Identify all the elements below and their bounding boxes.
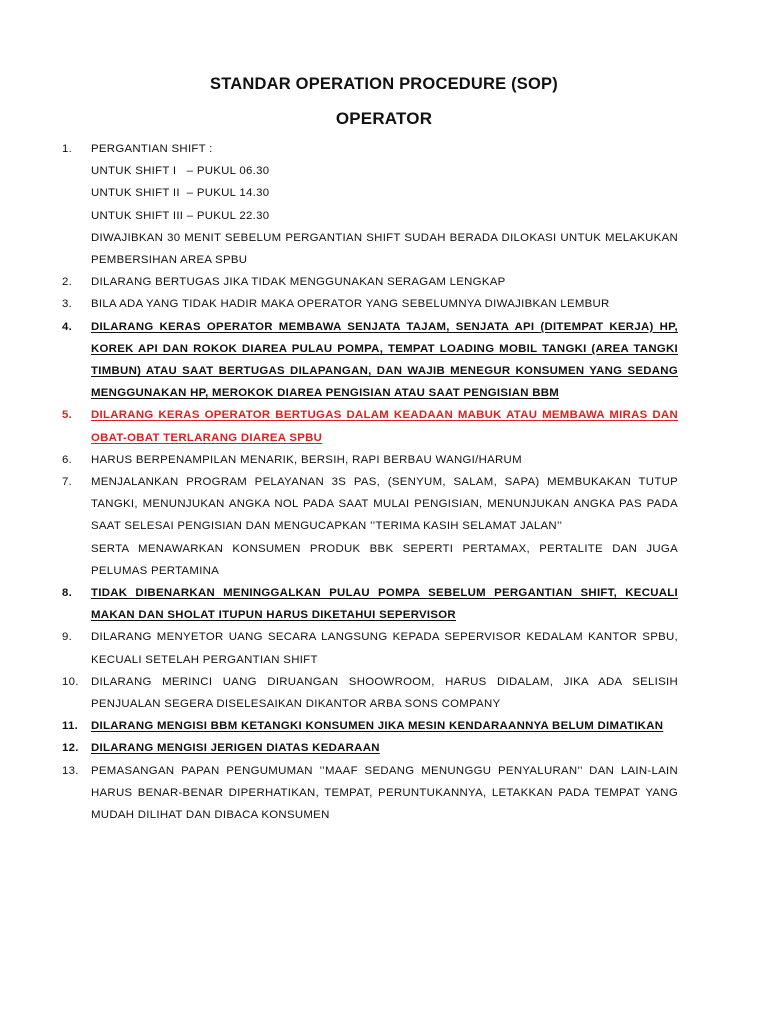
list-item-8 [0, 582, 768, 626]
item-number: 7. [62, 476, 73, 489]
item-number: 2. [62, 276, 73, 289]
item-text: DILARANG MENGISI JERIGEN DIATAS KEDARAAN [91, 742, 380, 755]
list-item-6 [0, 449, 768, 471]
item-number: 8. [62, 587, 73, 600]
item-text: TIDAK DIBENARKAN MENINGGALKAN PULAU POMPA SEBELUM PERGANTIAN SHIFT, KECUALI MAKAN DAN SHOLAT ITUPUN HARUS DIKETAHUI SEPERVISOR [91, 587, 678, 622]
item-text: PEMASANGAN PAPAN PENGUMUMAN ’’MAAF SEDANG MENUNGGU PENYALURAN’’ DAN LAIN-LAIN HARUS BENAR-BENAR DIPERHATIKAN, TEMPAT, PERUNTUKANNYA, LETAKKAN PADA TEMPAT YANG MUDAH DILIHAT DAN DIBACA KONSUMEN [91, 764, 678, 822]
list-item-9 [0, 626, 768, 670]
item-text: DILARANG MERINCI UANG DIRUANGAN SHOOWROOM, HARUS DIDALAM, JIKA ADA SELISIH PENJUALAN SEGERA DISELESAIKAN DIKANTOR ARBA SONS COMPANY [91, 675, 678, 711]
item-extra-text: SERTA MENAWARKAN KONSUMEN PRODUK BBK SEPERTI PERTAMAX, PERTALITE DAN JUGA PELUMAS PERTAMINA [91, 542, 678, 577]
item-text: BILA ADA YANG TIDAK HADIR MAKA OPERATOR YANG SEBELUMNYA DIWAJIBKAN LEMBUR [91, 298, 610, 311]
list-item-13 [0, 760, 768, 827]
item-text: DILARANG BERTUGAS JIKA TIDAK MENGGUNAKAN SERAGAM LENGKAP [91, 276, 506, 289]
item-number: 13. [62, 764, 79, 777]
item-number: 3. [62, 298, 73, 311]
document-title: STANDAR OPERATION PROCEDURE (SOP) [210, 75, 558, 93]
item-text: HARUS BERPENAMPILAN MENARIK, BERSIH, RAPI BERBAU WANGI/HARUM [91, 453, 522, 466]
list-item-12 [0, 737, 768, 759]
item-number: 1. [62, 143, 73, 155]
item-text: DILARANG KERAS OPERATOR MEMBAWA SENJATA TAJAM, SENJATA API (DITEMPAT KERJA) HP, KOREK API DAN ROKOK DIAREA PULAU POMPA, TEMPAT LOADING MOBIL TANGKI (AREA TANGKI TIMBUN) ATAU SAAT BERTUGAS DILAPANGAN, DAN WAJIB MENEGUR KONSUMEN YANG SEDANG MENGGUNAKAN HP, MEROKOK DIAREA PENGISIAN ATAU SAAT PENGISIAN BBM [91, 320, 678, 400]
item-text: DILARANG KERAS OPERATOR BERTUGAS DALAM KEADAAN MABUK ATAU MEMBAWA MIRAS DAN OBAT-OBAT TERLARANG DIAREA SPBU [91, 409, 678, 444]
list-item-3 [0, 293, 768, 315]
item-text: DILARANG MENGISI BBM KETANGKI KONSUMEN JIKA MESIN KENDARAANNYA BELUM DIMATIKAN [91, 720, 664, 733]
item-number: 4. [62, 320, 73, 333]
item-number: 6. [62, 453, 73, 466]
item-heading: PERGANTIAN SHIFT : [91, 143, 213, 155]
shift-line-1: UNTUK SHIFT I – PUKUL 06.30 [91, 165, 270, 178]
shift-line-3: UNTUK SHIFT III – PUKUL 22.30 [91, 209, 270, 222]
item-number: 12. [62, 742, 79, 755]
item-number: 9. [62, 631, 73, 644]
item-text: DIWAJIBKAN 30 MENIT SEBELUM PERGANTIAN SHIFT SUDAH BERADA DILOKASI UNTUK MELAKUKAN PEMBERSIHAN AREA SPBU [91, 231, 678, 267]
item-number: 11. [62, 720, 79, 733]
item-text: MENJALANKAN PROGRAM PELAYANAN 3S PAS, (SENYUM, SALAM, SAPA) MEMBUKAKAN TUTUP TANGKI, MENUNJUKAN ANGKA NOL PADA SAAT MULAI PENGISIAN, MENUNJUKAN ANGKA PAS PADA SAAT SELESAI PENGISIAN DAN MENGUCAPKAN ’’TERIMA KASIH SELAMAT JALAN’’ [91, 476, 678, 533]
list-item-1 [0, 138, 768, 271]
sop-list [0, 138, 768, 826]
shift-line-2: UNTUK SHIFT II – PUKUL 14.30 [91, 187, 270, 200]
list-item-10 [0, 671, 768, 715]
list-item-5 [0, 404, 768, 448]
item-number: 5. [62, 409, 73, 422]
list-item-11 [0, 715, 768, 737]
list-item-7 [0, 471, 768, 582]
document-subtitle: OPERATOR [335, 109, 433, 128]
list-item-4 [0, 316, 768, 405]
item-number: 10. [62, 675, 79, 688]
item-text: DILARANG MENYETOR UANG SECARA LANGSUNG KEPADA SEPERVISOR KEDALAM KANTOR SPBU, KECUALI SETELAH PERGANTIAN SHIFT [91, 631, 678, 666]
list-item-2 [0, 271, 768, 293]
